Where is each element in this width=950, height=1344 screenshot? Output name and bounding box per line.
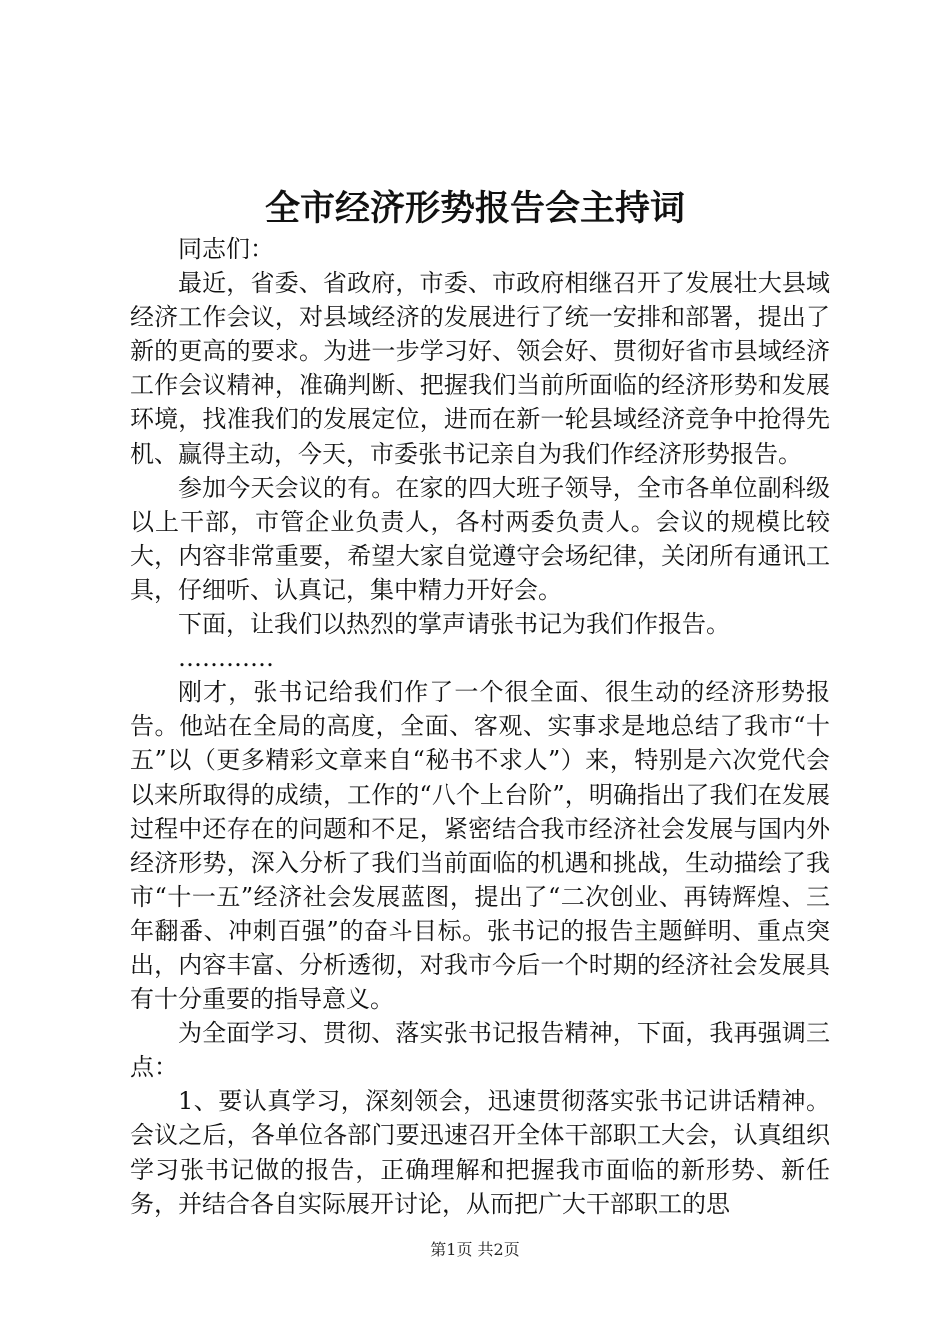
document-title: 全市经济形势报告会主持词 bbox=[264, 188, 685, 229]
emphasis-intro-paragraph: 为全面学习、贯彻、落实张书记报告精神，下面，我再强调三点： bbox=[130, 1019, 830, 1082]
ellipsis-separator: ………… bbox=[178, 644, 274, 673]
page-footer: 第1页 共2页 bbox=[430, 1240, 520, 1259]
opening-paragraph: 最近，省委、省政府，市委、市政府相继召开了发展壮大县域经济工作会议，对县域经济的发展进行了统一安排和部署，提出了新的更高的要求。为进一步学习好、领会好、贯彻好省市县域经济工作会议精神，准确判断、把握我们当前所面临的经济形势和发展环境，找准我们的发展定位，进而在新一轮县域经济竞争中抢得先机、赢得主动，今天，市委张书记亲自为我们作经济形势报告。 bbox=[130, 269, 830, 468]
document-body bbox=[130, 232, 830, 1221]
attendees-paragraph: 参加今天会议的有。在家的四大班子领导，全市各单位副科级以上干部，市管企业负责人，各村两委负责人。会议的规模比较大，内容非常重要，希望大家自觉遵守会场纪律，关闭所有通讯工具，仔细听、认真记，集中精力开好会。 bbox=[130, 473, 830, 604]
invitation-paragraph: 下面，让我们以热烈的掌声请张书记为我们作报告。 bbox=[178, 610, 730, 639]
summary-paragraph: 刚才，张书记给我们作了一个很全面、很生动的经济形势报告。他站在全局的高度，全面、客观、实事求是地总结了我市“十五”以（更多精彩文章来自“秘书不求人”）来，特别是六次党代会以来所取得的成绩，工作的“八个上台阶”，明确指出了我们在发展过程中还存在的问题和不足，紧密结合我市经济社会发展与国内外经济形势，深入分析了我们当前面临的机遇和挑战，生动描绘了我市“十一五”经济社会发展蓝图，提出了“二次创业、再铸辉煌、三年翻番、冲刺百强”的奋斗目标。张书记的报告主题鲜明、重点突出，内容丰富、分析透彻，对我市今后一个时期的经济社会发展具有十分重要的指导意义。 bbox=[130, 678, 830, 1014]
point-one-paragraph: 1、要认真学习，深刻领会，迅速贯彻落实张书记讲话精神。会议之后，各单位各部门要迅速召开全体干部职工大会，认真组织学习张书记做的报告，正确理解和把握我市面临的新形势、新任务，并结合各自实际展开讨论，从而把广大干部职工的思 bbox=[130, 1087, 830, 1218]
salutation-paragraph: 同志们： bbox=[178, 235, 274, 263]
